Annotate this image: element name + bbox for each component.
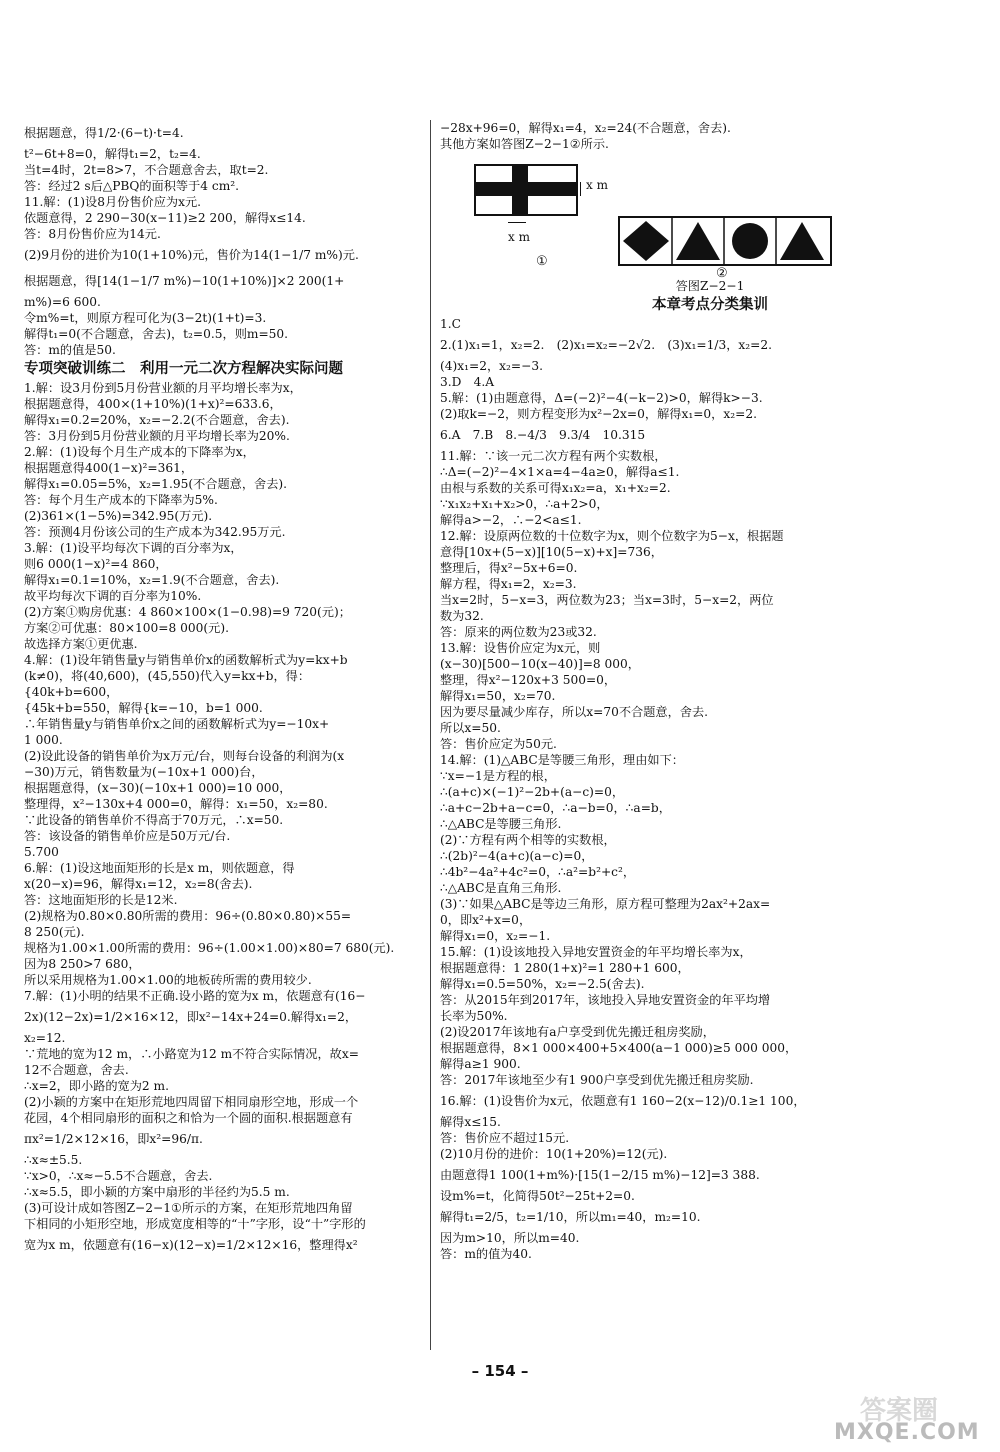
answer-figure bbox=[440, 156, 980, 281]
text-line: 14.解：(1)△ABC是等腰三角形，理由如下： bbox=[440, 753, 684, 767]
text-line: 长率为50%. bbox=[440, 1009, 508, 1023]
text-line: 依题意得，2 290−30(x−11)≥2 200，解得x≤14. bbox=[24, 211, 306, 225]
text-line: 2x)(12−2x)=1/2×16×12，即x²−14x+24=0.解得x₁=2， bbox=[24, 1010, 358, 1024]
text-line: ∴a+c−2b+a−c=0，∴a−b=0，∴a=b， bbox=[440, 801, 671, 815]
text-line: 2.解：(1)设每个月生产成本的下降率为x， bbox=[24, 445, 255, 459]
text-line: 解得x₁=0，x₂=−1. bbox=[440, 929, 551, 943]
text-line: (2)设2017年该地有a户享受到优先搬迁租房奖励， bbox=[440, 1025, 715, 1039]
width-marker bbox=[580, 182, 581, 196]
text-line: 根据题意，得[14(1−1/7 m%)−10(1+10%)]×2 200(1+ bbox=[24, 274, 345, 288]
text-line: 本章考点分类集训 bbox=[652, 297, 768, 313]
text-line: (2)取k=−2，则方程变形为x²−2x=0，解得x₁=0，x₂=2. bbox=[440, 407, 757, 421]
text-line: 答：2017年该地至少有1 900户享受到优先搬迁租房奖励. bbox=[440, 1073, 754, 1087]
text-line: 答：m的值为40. bbox=[440, 1247, 532, 1261]
text-line: 1 000. bbox=[24, 733, 63, 747]
text-line: 12不合题意，舍去. bbox=[24, 1063, 129, 1077]
text-line: 根据题意，得1/2·(6−t)·t=4. bbox=[24, 126, 184, 140]
text-line: 故平均每次下调的百分率为10%. bbox=[24, 589, 202, 603]
text-line: 方案②可优惠：80×100=8 000(元). bbox=[24, 621, 229, 635]
text-line: x₂=12. bbox=[24, 1031, 66, 1045]
text-line: 宽为x m，依题意有(16−x)(12−x)=1/2×12×16，整理得x² bbox=[24, 1238, 358, 1252]
text-line: 15.解：(1)设该地投入异地安置资金的年平均增长率为x， bbox=[440, 945, 752, 959]
text-line: ∵x=−1是方程的根， bbox=[440, 769, 556, 783]
text-line: 答：这地面矩形的长是12米. bbox=[24, 893, 178, 907]
text-line: ∵x>0，∴x≈−5.5不合题意，舍去. bbox=[24, 1169, 213, 1183]
text-line: 因为m>10，所以m=40. bbox=[440, 1231, 580, 1245]
text-line: 因为要尽量减少库存，所以x=70不合题意，舍去. bbox=[440, 705, 709, 719]
text-line: 13.解：设售价应定为x元，则 bbox=[440, 641, 601, 655]
text-line: 解方程，得x₁=2，x₂=3. bbox=[440, 577, 577, 591]
text-line: 答：售价应不超过15元. bbox=[440, 1131, 570, 1145]
text-line: 整理得，x²−130x+4 000=0，解得：x₁=50，x₂=80. bbox=[24, 797, 328, 811]
text-line: ∴年销售量y与销售单价x之间的函数解析式为y=−10x+ bbox=[24, 717, 330, 731]
text-line: 7.解：(1)小明的结果不正确.设小路的宽为x m，依题意有(16− bbox=[24, 989, 366, 1003]
shape-plan-figure bbox=[618, 216, 832, 266]
text-line: 5.解：(1)由题意得，Δ=(−2)²−4(−k−2)>0，解得k>−3. bbox=[440, 391, 763, 405]
watermark-site: MXQE.COM bbox=[834, 1420, 980, 1445]
text-line: 规格为1.00×1.00所需的费用：96÷(1.00×1.00)×80=7 680(元). bbox=[24, 941, 395, 955]
text-line: (4)x₁=2，x₂=−3. bbox=[440, 359, 543, 373]
text-line: m%)=6 600. bbox=[24, 295, 101, 309]
width-label-right: x m bbox=[586, 178, 608, 192]
text-line: 由根与系数的关系可得x₁x₂=a，x₁+x₂=2. bbox=[440, 481, 671, 495]
text-line: ∴(a+c)×(−1)²−2b+(a−c)=0， bbox=[440, 785, 625, 799]
text-line: πx²=1/2×12×16，即x²=96/π. bbox=[24, 1132, 203, 1146]
text-line: 8 250(元). bbox=[24, 925, 85, 939]
text-line: 答：经过2 s后△PBQ的面积等于4 cm². bbox=[24, 179, 240, 193]
text-line: ∴△ABC是直角三角形. bbox=[440, 881, 562, 895]
text-line: ∵x₁x₂+x₁+x₂>0，∴a+2>0， bbox=[440, 497, 609, 511]
text-line: ∴x≈5.5，即小颖的方案中扇形的半径约为5.5 m. bbox=[24, 1185, 290, 1199]
text-line: t²−6t+8=0，解得t₁=2，t₂=4. bbox=[24, 147, 201, 161]
text-line: (2)10月份的进价：10(1+20%)=12(元). bbox=[440, 1147, 668, 1161]
text-line: 专项突破训练二 利用一元二次方程解决实际问题 bbox=[24, 361, 343, 377]
text-line: 6.解：(1)设这地面矩形的长是x m，则依题意，得 bbox=[24, 861, 295, 875]
text-line: (2)361×(1−5%)=342.95(万元). bbox=[24, 509, 213, 523]
left-column bbox=[24, 120, 424, 1258]
text-line: 0，即x²+x=0， bbox=[440, 913, 532, 927]
text-line: ∴Δ=(−2)²−4×1×a=4−4a≥0，解得a≤1. bbox=[440, 465, 680, 479]
cross-shaped-plan-figure bbox=[474, 164, 578, 216]
text-line: 根据题意得400(1−x)²=361， bbox=[24, 461, 194, 475]
text-line: 6.A 7.B 8.−4/3 9.3/4 10.315 bbox=[440, 428, 646, 442]
text-line: 1.C bbox=[440, 317, 461, 331]
text-line: (3)∵如果△ABC是等边三角形，原方程可整理为2ax²+2ax= bbox=[440, 897, 771, 911]
text-line: 解得t₁=0(不合题意，舍去)，t₂=0.5，则m=50. bbox=[24, 327, 289, 341]
text-line: 故选择方案①更优惠. bbox=[24, 637, 138, 651]
text-line: 当t=4时，2t=8>7，不合题意舍去，取t=2. bbox=[24, 163, 269, 177]
text-line: 答：m的值是50. bbox=[24, 343, 116, 357]
text-line: 解得x₁=0.1=10%，x₂=1.9(不合题意，舍去). bbox=[24, 573, 280, 587]
width-label-bottom: x m bbox=[508, 230, 530, 244]
text-line: 解得x≤15. bbox=[440, 1115, 501, 1129]
text-line: (k≠0)，将(40,600)，(45,550)代入y=kx+b，得： bbox=[24, 669, 311, 683]
text-line: 5.700 bbox=[24, 845, 59, 859]
text-line: 解得x₁=0.05=5%，x₂=1.95(不合题意，舍去). bbox=[24, 477, 288, 491]
text-line: ∴△ABC是等腰三角形. bbox=[440, 817, 562, 831]
text-line: ∴x=2，即小路的宽为2 m. bbox=[24, 1079, 169, 1093]
column-divider bbox=[430, 120, 431, 1350]
text-line: −28x+96=0，解得x₁=4，x₂=24(不合题意，舍去). bbox=[440, 121, 731, 135]
text-line: ∴x≈±5.5. bbox=[24, 1153, 83, 1167]
text-line: (2)9月份的进价为10(1+10%)元，售价为14(1−1/7 m%)元. bbox=[24, 248, 359, 262]
text-line: 解得x₁=0.5=50%，x₂=−2.5(舍去). bbox=[440, 977, 645, 991]
text-line: 1.解：设3月份到5月份营业额的月平均增长率为x， bbox=[24, 381, 302, 395]
text-line: 根据题意得：1 280(1+x)²=1 280+1 600， bbox=[440, 961, 690, 975]
text-line: ∴(2b)²−4(a+c)(a−c)=0， bbox=[440, 849, 594, 863]
figure-label-1: ① bbox=[536, 254, 548, 269]
text-line: ∴4b²−4a²+4c²=0，∴a²=b²+c²， bbox=[440, 865, 636, 879]
text-line: {40k+b=600， bbox=[24, 685, 119, 699]
page-number: – 154 – bbox=[471, 1362, 529, 1380]
right-column-top-text bbox=[440, 120, 980, 152]
text-line: 解得x₁=0.2=20%，x₂=−2.2(不合题意，舍去). bbox=[24, 413, 290, 427]
text-line: 由题意得1 100(1+m%)·[15(1−2/15 m%)−12]=3 388. bbox=[440, 1168, 760, 1182]
text-line: 则6 000(1−x)²=4 860， bbox=[24, 557, 168, 571]
text-line: 令m%=t，则原方程可化为(3−2t)(1+t)=3. bbox=[24, 311, 267, 325]
text-line: 答：原来的两位数为23或32. bbox=[440, 625, 597, 639]
text-line: 数为32. bbox=[440, 609, 484, 623]
text-line: 花园，4个相同扇形的面积之和恰为一个圆的面积.根据题意有 bbox=[24, 1111, 353, 1125]
text-line: 根据题意得，(x−30)(−10x+1 000)=10 000， bbox=[24, 781, 292, 795]
text-line: 11.解：(1)设8月份售价应为x元. bbox=[24, 195, 202, 209]
text-line: ∵此设备的销售单价不得高于70万元，∴x=50. bbox=[24, 813, 284, 827]
text-line: (2)小颖的方案中在矩形荒地四周留下相同扇形空地，形成一个 bbox=[24, 1095, 359, 1109]
text-line: 16.解：(1)设售价为x元，依题意有1 160−2(x−12)/0.1≥1 100， bbox=[440, 1094, 806, 1108]
figure-caption: 答图Z−2−1 bbox=[675, 279, 745, 293]
text-line: 意得[10x+(5−x)][10(5−x)+x]=736， bbox=[440, 545, 663, 559]
text-line: 答：从2015年到2017年，该地投入异地安置资金的年平均增 bbox=[440, 993, 771, 1007]
text-line: 所以x=50. bbox=[440, 721, 501, 735]
text-line: (2)设此设备的销售单价为x万元/台，则每台设备的利润为(x bbox=[24, 749, 345, 763]
text-line: 3.D 4.A bbox=[440, 375, 495, 389]
text-line: (3)可设计成如答图Z−2−1①所示的方案，在矩形荒地四角留 bbox=[24, 1201, 353, 1215]
text-line: 答：每个月生产成本的下降率为5%. bbox=[24, 493, 218, 507]
text-line: 解得x₁=50，x₂=70. bbox=[440, 689, 556, 703]
text-line: 答：3月份到5月份营业额的月平均增长率为20%. bbox=[24, 429, 290, 443]
text-line: 解得t₁=2/5，t₂=1/10，所以m₁=40，m₂=10. bbox=[440, 1210, 701, 1224]
cross-vertical-path bbox=[512, 166, 528, 214]
text-line: 下相同的小矩形空地，形成宽度相等的“十”字形，设“十”字形的 bbox=[24, 1217, 366, 1231]
text-line: 4.解：(1)设年销售量y与销售单价x的函数解析式为y=kx+b bbox=[24, 653, 348, 667]
text-line: 根据题意得，400×(1+10%)(1+x)²=633.6， bbox=[24, 397, 282, 411]
text-line: (2)规格为0.80×0.80所需的费用：96÷(0.80×0.80)×55= bbox=[24, 909, 352, 923]
text-line: 因为8 250>7 680， bbox=[24, 957, 141, 971]
text-line: 2.(1)x₁=1，x₂=2. (2)x₁=x₂=−2√2. (3)x₁=1/3，x₂=2. bbox=[440, 338, 772, 352]
width-marker-bottom bbox=[508, 222, 526, 223]
text-line: 3.解：(1)设平均每次下调的百分率为x， bbox=[24, 541, 243, 555]
text-line: {45k+b=550，解得{k=−10，b=1 000. bbox=[24, 701, 263, 715]
text-line: 当x=2时，5−x=3，两位数为23；当x=3时，5−x=2，两位 bbox=[440, 593, 774, 607]
text-line: (2)∵方程有两个相等的实数根， bbox=[440, 833, 616, 847]
text-line: 根据题意得，8×1 000×400+5×400(a−1 000)≥5 000 000， bbox=[440, 1041, 798, 1055]
text-line: 答：售价应定为50元. bbox=[440, 737, 557, 751]
text-line: 整理，得x²−120x+3 500=0， bbox=[440, 673, 617, 687]
text-line: 其他方案如答图Z−2−1②所示. bbox=[440, 137, 609, 151]
right-column bbox=[440, 120, 980, 1262]
text-line: 12.解：设原两位数的十位数字为x，则个位数字为5−x，根据题 bbox=[440, 529, 784, 543]
text-line: x(20−x)=96，解得x₁=12，x₂=8(舍去). bbox=[24, 877, 253, 891]
text-line: 所以采用规格为1.00×1.00的地板砖所需的费用较少. bbox=[24, 973, 312, 987]
text-line: 整理后，得x²−5x+6=0. bbox=[440, 561, 578, 575]
text-line: 设m%=t，化简得50t²−25t+2=0. bbox=[440, 1189, 635, 1203]
text-line: 解得a>−2，∴−2<a≤1. bbox=[440, 513, 582, 527]
text-line: 解得a≥1 900. bbox=[440, 1057, 521, 1071]
figure-label-2: ② bbox=[716, 266, 728, 281]
right-column-main-text bbox=[440, 294, 980, 1262]
watermark-logo: 答案圈 bbox=[860, 1396, 939, 1426]
text-line: −30)万元，销售数量为(−10x+1 000)台， bbox=[24, 765, 264, 779]
text-line: (2)方案①购房优惠：4 860×100×(1−0.98)=9 720(元)； bbox=[24, 605, 351, 619]
text-line: 11.解：∵该一元二次方程有两个实数根， bbox=[440, 449, 667, 463]
text-line: (x−30)[500−10(x−40)]=8 000， bbox=[440, 657, 640, 671]
text-line: 答：该设备的销售单价应是50万元/台. bbox=[24, 829, 231, 843]
text-line: 答：8月份售价应为14元. bbox=[24, 227, 161, 241]
text-line: 答：预测4月份该公司的生产成本为342.95万元. bbox=[24, 525, 286, 539]
text-line: ∵荒地的宽为12 m，∴小路宽为12 m不符合实际情况，故x= bbox=[24, 1047, 359, 1061]
